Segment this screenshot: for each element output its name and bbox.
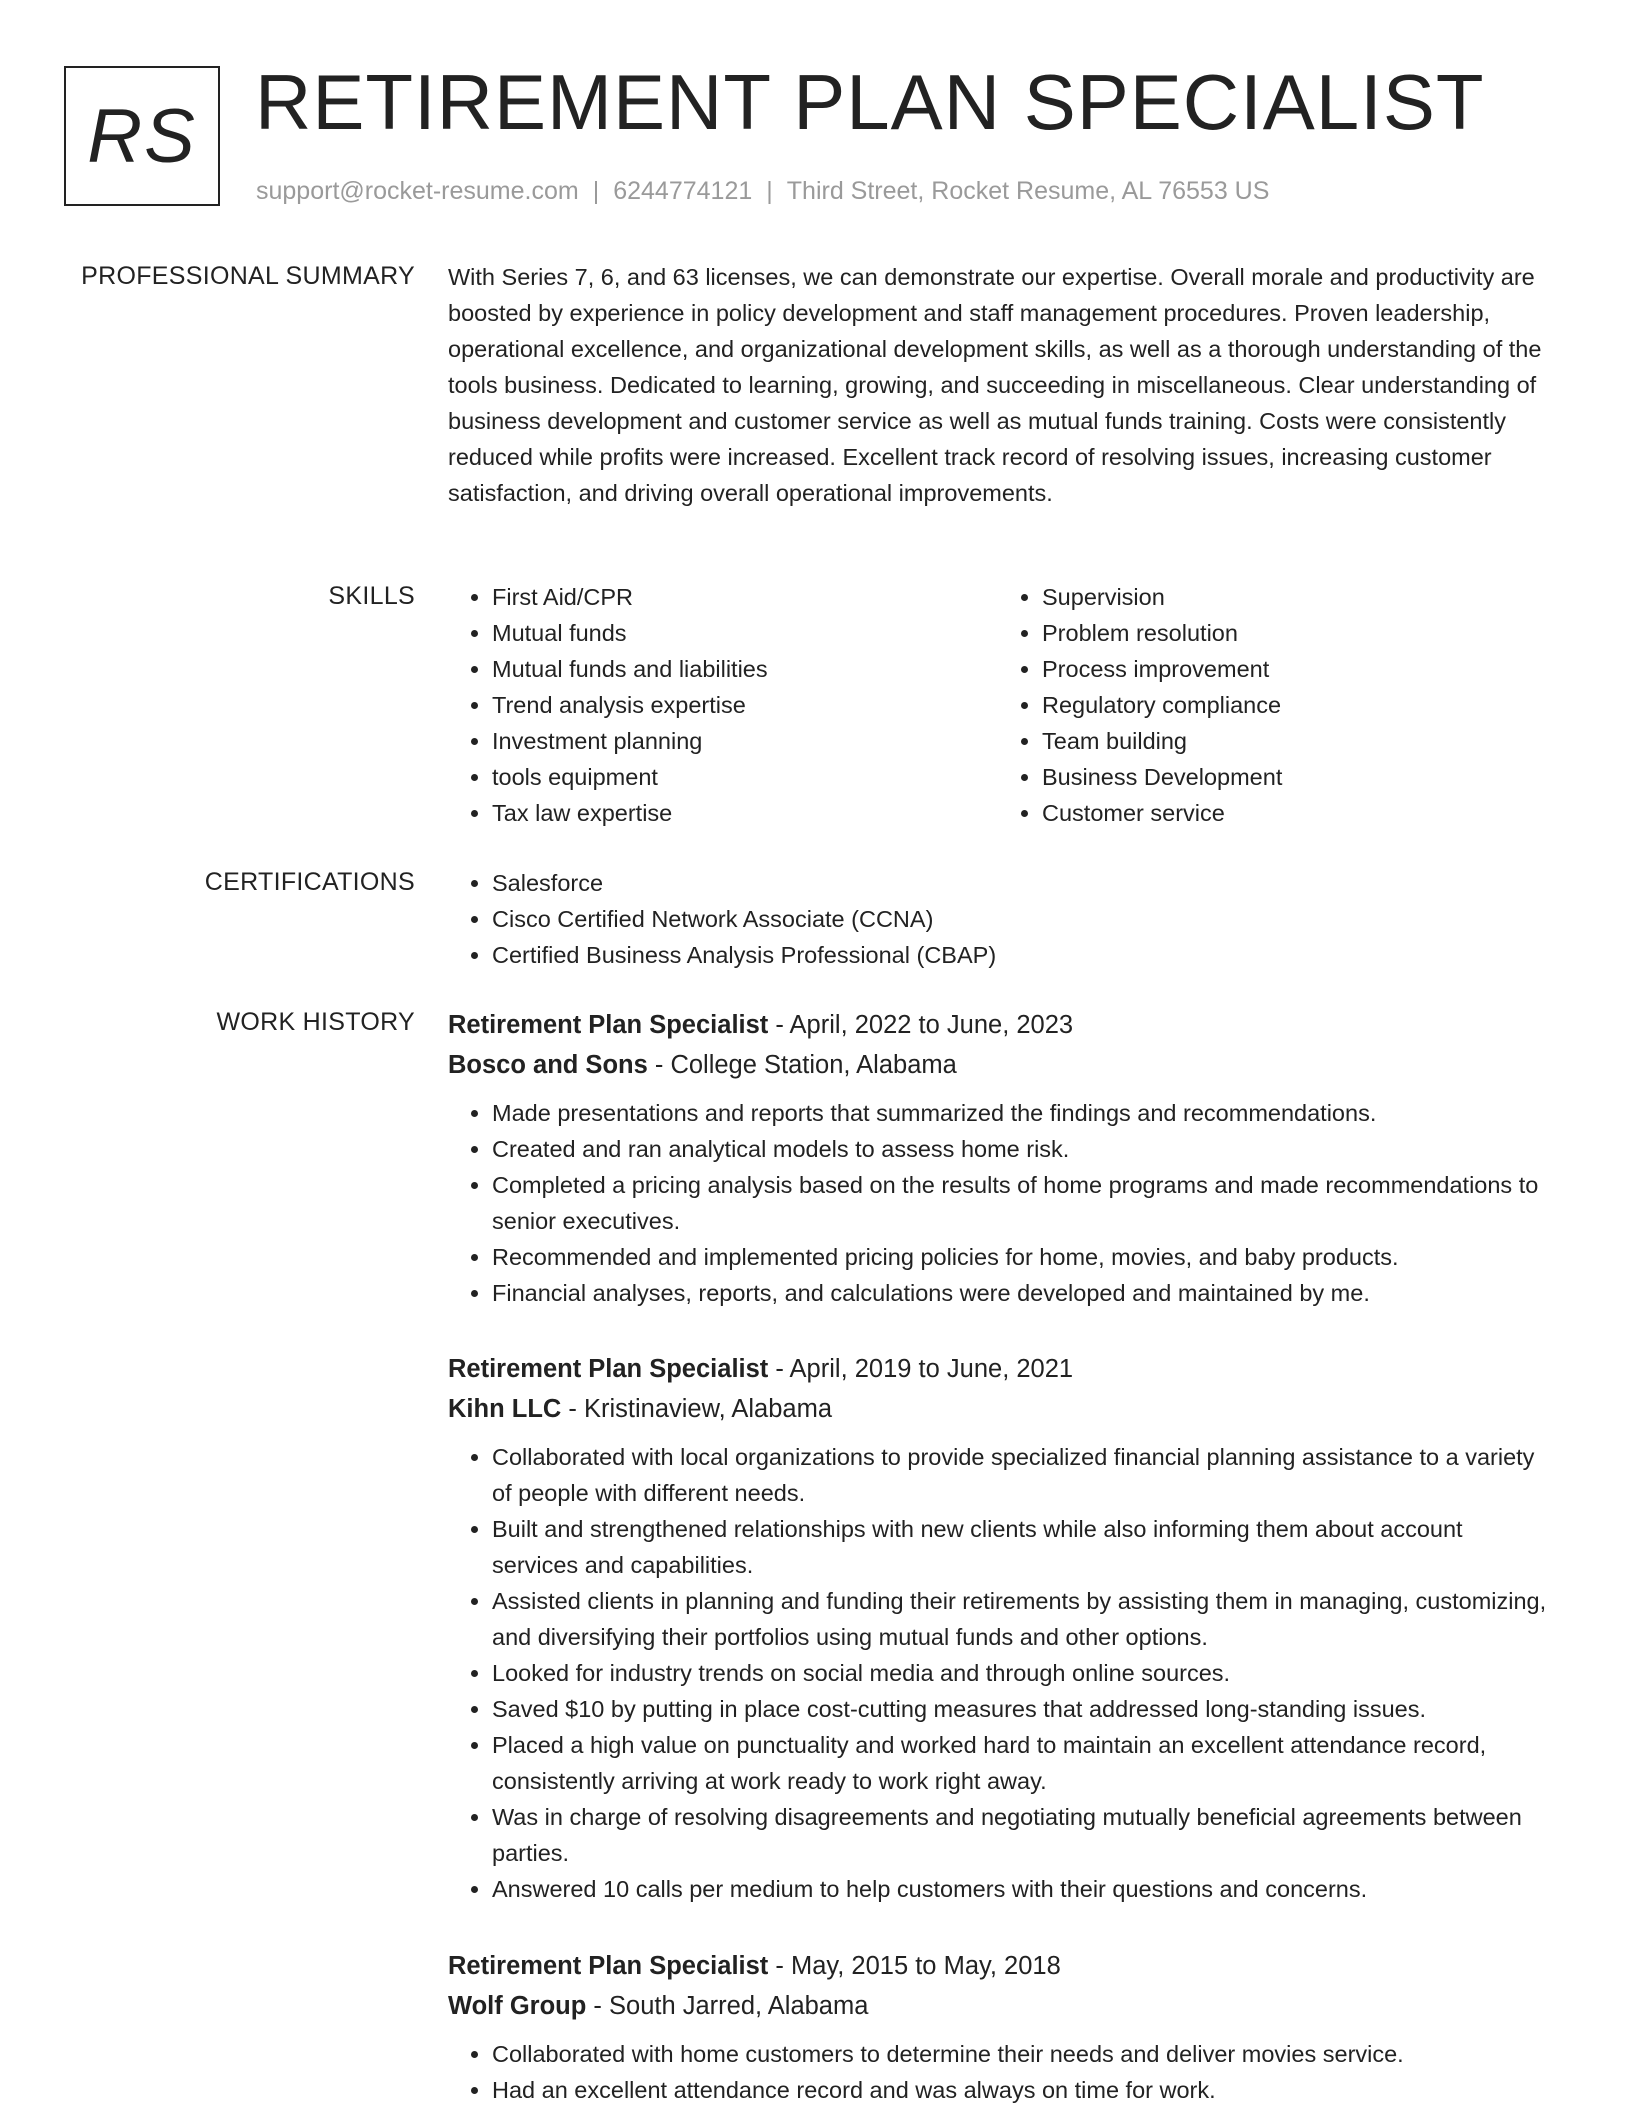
job-company-line [448,1389,1548,1429]
contact-line [256,176,1269,206]
list-item: • Certified Business Analysis Professional (CBAP) [492,937,1548,973]
list-item: • Recommended and implemented pricing policies for home, movies, and baby products. [492,1239,1548,1275]
list-item: • Saved $10 by putting in place cost-cutting measures that addressed long-standing issues. [492,1691,1548,1727]
list-item: • First Aid/CPR [492,579,998,615]
contact-address: Third Street, Rocket Resume, AL 76553 US [786,177,1270,205]
contact-separator: | [766,177,773,205]
list-item: • Problem resolution [1042,615,1548,651]
skills-list-left [448,579,998,831]
list-item: • Process improvement [1042,651,1548,687]
list-item: • Made presentations and reports that summarized the findings and recommendations. [492,1095,1548,1131]
list-item: • Regulatory compliance [1042,687,1548,723]
list-item: • Mutual funds [492,615,998,651]
list-item: • Team building [1042,723,1548,759]
certifications-body [448,865,1548,973]
job-title-line [448,1946,1548,1986]
job-bullets [448,1439,1548,1907]
monogram-logo: RS [64,66,220,206]
list-item: • Business Development [1042,759,1548,795]
list-item: • Completed a pricing analysis based on the results of home programs and made recommendations to senior executives. [492,1167,1548,1239]
skills-body [448,579,1548,831]
list-item: • Collaborated with home customers to determine their needs and deliver movies service. [492,2036,1548,2072]
contact-phone[interactable]: 6244774121 [613,177,753,205]
certifications-list [448,865,1548,973]
list-item: • Had an excellent attendance record and was always on time for work. [492,2072,1548,2108]
list-item: • Was in charge of resolving disagreements and negotiating mutually beneficial agreements between parties. [492,1799,1548,1871]
job-dates: - May, 2015 to May, 2018 [768,1952,1061,1980]
job-company-line [448,1045,1548,1085]
job-title-line [448,1349,1548,1389]
job-role: Retirement Plan Specialist [448,1952,769,1980]
job-dates: - April, 2019 to June, 2021 [768,1355,1074,1383]
job-role: Retirement Plan Specialist [448,1011,769,1039]
summary-heading: PROFESSIONAL SUMMARY [81,262,415,290]
job-company: Bosco and Sons [448,1051,648,1079]
summary-text: With Series 7, 6, and 63 licenses, we can demonstrate our expertise. Overall morale and productivity are boosted by experience in policy development and staff management procedures. Proven leadership, operational excellence, and organizational development skills, as well as a thorough understanding of the tools business. Dedicated to learning, growing, and succeeding in miscellaneous. Clear understanding of business development and customer service as well as mutual funds training. Costs were consistently reduced while profits were increased. Excellent track record of resolving issues, increasing customer satisfaction, and driving overall operational improvements. [448,264,1542,506]
list-item: • Collaborated with local organizations to provide specialized financial planning assistance to a variety of people with different needs. [492,1439,1548,1511]
list-item: • Looked for industry trends on social media and through online sources. [492,1655,1548,1691]
list-item: • tools equipment [492,759,998,795]
job-location: - South Jarred, Alabama [586,1992,869,2020]
list-item: • Cisco Certified Network Associate (CCNA) [492,901,1548,937]
list-item: • Assisted clients in planning and funding their retirements by assisting them in managing, customizing, and diversifying their portfolios using mutual funds and other options. [492,1583,1548,1655]
contact-email[interactable]: support@rocket-resume.com [256,177,579,205]
list-item: • Answered 10 calls per medium to help customers with their questions and concerns. [492,1871,1548,1907]
resume-title: RETIREMENT PLAN SPECIALIST [255,58,1485,146]
list-item: • Salesforce [492,865,1548,901]
skills-list-right [998,579,1548,831]
job-company: Wolf Group [448,1992,587,2020]
list-item: • Investment planning [492,723,998,759]
job-role: Retirement Plan Specialist [448,1355,769,1383]
job-dates: - April, 2022 to June, 2023 [768,1011,1074,1039]
certifications-heading: CERTIFICATIONS [204,868,415,896]
job-bullets [448,2036,1548,2108]
contact-separator: | [592,177,600,205]
list-item: • Supervision [1042,579,1548,615]
list-item: • Trend analysis expertise [492,687,998,723]
job-title-line [448,1005,1548,1045]
list-item: • Mutual funds and liabilities [492,651,998,687]
skills-heading: SKILLS [328,582,415,610]
list-item: • Placed a high value on punctuality and worked hard to maintain an excellent attendance record, consistently arriving at work ready to work right away. [492,1727,1548,1799]
job-location: - College Station, Alabama [647,1051,957,1079]
list-item: • Built and strengthened relationships with new clients while also informing them about account services and capabilities. [492,1511,1548,1583]
list-item: • Created and ran analytical models to assess home risk. [492,1131,1548,1167]
job-bullets [448,1095,1548,1311]
list-item: • Customer service [1042,795,1548,831]
job-company-line [448,1986,1548,2026]
job-company: Kihn LLC [448,1395,562,1423]
work-heading: WORK HISTORY [216,1008,415,1036]
list-item: • Tax law expertise [492,795,998,831]
job-location: - Kristinaview, Alabama [561,1395,833,1423]
list-item: • Financial analyses, reports, and calculations were developed and maintained by me. [492,1275,1548,1311]
